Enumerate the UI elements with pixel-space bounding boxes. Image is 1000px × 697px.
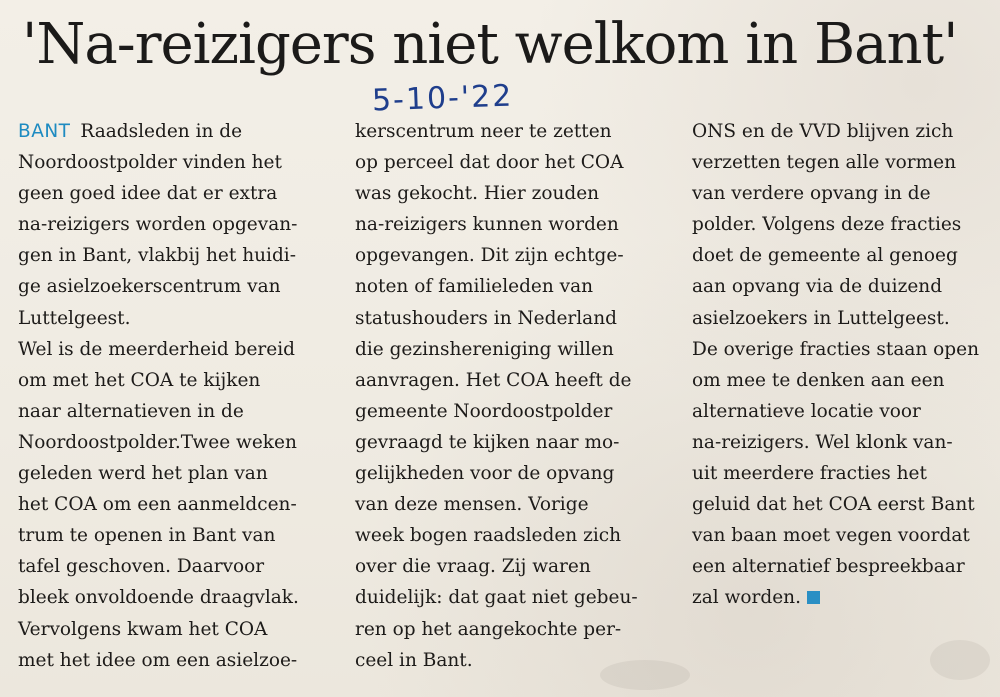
article-line-text: bleek onvoldoende draagvlak. [18,587,299,609]
article-line [692,458,1000,489]
article-line-text: uit meerdere fracties het [692,463,927,485]
article-line-text: een alternatief bespreekbaar [692,556,965,578]
article-line [18,645,343,676]
article-line-text: geluid dat het COA eerst Bant [692,494,975,516]
article-line-text: doet de gemeente al genoeg [692,245,958,267]
article-line-text: Noordoostpolder vinden het [18,152,282,174]
article-line-text: zal worden. [692,587,801,609]
article-line-text: van verdere opvang in de [692,183,931,205]
article-line [18,240,343,271]
article-column-1 [18,116,343,676]
article-line-text: Luttelgeest. [18,307,131,329]
article-line [18,271,343,302]
article-line-text: om mee te denken aan een [692,369,945,391]
article-line [355,271,680,302]
article-line [355,645,680,676]
article-line [692,147,1000,178]
article-line [355,147,680,178]
article-line-text: om met het COA te kijken [18,369,261,391]
article-line-text: gevraagd te kijken naar mo- [355,431,620,453]
article-line [18,458,343,489]
article-line-text: van deze mensen. Vorige [355,494,589,516]
article-line-text: asielzoekers in Luttelgeest. [692,307,950,329]
article-line [18,582,343,613]
article-line-text: polder. Volgens deze fracties [692,214,962,236]
article-line [355,458,680,489]
article-line [692,178,1000,209]
article-line [355,396,680,427]
article-line [692,209,1000,240]
article-line-text: naar alternatieven in de [18,400,244,422]
article-line-text: gelijkheden voor de opvang [355,463,615,485]
article-line-text: Vervolgens kwam het COA [18,618,268,640]
article-line-text: ge asielzoekerscentrum van [18,276,281,298]
article-line [18,489,343,520]
article-line-text: Wel is de meerderheid bereid [18,338,295,360]
article-line [692,334,1000,365]
article-line [692,489,1000,520]
article-line-text: geen goed idee dat er extra [18,183,278,205]
article-line-text: opgevangen. Dit zijn echtge- [355,245,624,267]
article-line [18,396,343,427]
article-line [355,303,680,334]
article-column-2 [355,116,680,676]
article-line-text: die gezinshereniging willen [355,338,614,360]
dateline: BANT [18,121,71,142]
article-line-text: aan opvang via de duizend [692,276,943,298]
article-line [18,303,343,334]
article-line-text: ren op het aangekochte per- [355,618,622,640]
article-line [18,365,343,396]
article-line [355,427,680,458]
headline: 'Na-reizigers niet welkom in Bant' [22,12,958,77]
article-line-text: tafel geschoven. Daarvoor [18,556,265,578]
article-line-text: met het idee om een asielzoe- [18,649,298,671]
article-line-text: op perceel dat door het COA [355,152,624,174]
article-line [18,614,343,645]
article-line [692,582,1000,613]
article-line-text: trum te openen in Bant van [18,525,276,547]
article-line [18,334,343,365]
article-line-text: gen in Bant, vlakbij het huidi- [18,245,296,267]
article-line-text: noten of familieleden van [355,276,594,298]
article-line-text: statushouders in Nederland [355,307,617,329]
article-line [355,614,680,645]
article-line-text: na-reizigers kunnen worden [355,214,619,236]
article-line [355,209,680,240]
article-line [692,365,1000,396]
article-line-text: na-reizigers worden opgevan- [18,214,298,236]
article-line-text: gemeente Noordoostpolder [355,400,613,422]
article-line [692,427,1000,458]
article-line-text: aanvragen. Het COA heeft de [355,369,632,391]
article-line [355,365,680,396]
article-line [355,240,680,271]
article-line-text: over die vraag. Zij waren [355,556,591,578]
article-line-text: ceel in Bant. [355,649,473,671]
article-line [692,396,1000,427]
article-line [355,489,680,520]
article-line [18,209,343,240]
article-line-text: duidelijk: dat gaat niet gebeu- [355,587,638,609]
article-line [355,178,680,209]
article-line [18,427,343,458]
article-line-text: kerscentrum neer te zetten [355,121,612,142]
article-line-text: week bogen raadsleden zich [355,525,622,547]
article-line-text: van baan moet vegen voordat [692,525,970,547]
article-line [692,116,1000,147]
article-line [692,240,1000,271]
article-line [18,520,343,551]
article-line-text: verzetten tegen alle vormen [692,152,957,174]
article-line-text: De overige fracties staan open [692,338,980,360]
article-line [355,551,680,582]
article-column-3 [692,116,1000,614]
article-line [355,116,680,147]
article-line-text: Raadsleden in de [74,121,243,142]
article-line [18,178,343,209]
article-line [692,271,1000,302]
paper-smudge [930,640,990,680]
article-line [355,520,680,551]
article-line-text: geleden werd het plan van [18,463,268,485]
article-line-text: was gekocht. Hier zouden [355,183,600,205]
article-line-text: na-reizigers. Wel klonk van- [692,431,953,453]
article-line-text: ONS en de VVD blijven zich [692,121,954,142]
article-line [692,520,1000,551]
article-line [355,582,680,613]
article-line [18,551,343,582]
end-of-article-square-icon [807,591,820,604]
handwritten-date: 5-10-'22 [371,78,514,119]
article-line-text: Noordoostpolder.Twee weken [18,431,297,453]
article-line-text: het COA om een aanmeldcen- [18,494,297,516]
article-line [18,116,343,147]
article-line [692,551,1000,582]
article-line [355,334,680,365]
article-line [18,147,343,178]
article-line-text: alternatieve locatie voor [692,400,921,422]
article-line [692,303,1000,334]
